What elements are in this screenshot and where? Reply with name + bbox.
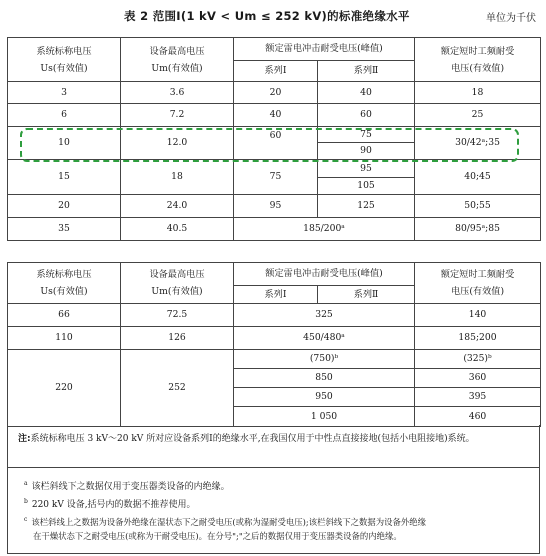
- table-row: 220 252 (750)ᵇ (325)ᵇ: [8, 350, 541, 369]
- table-row: 1 050 460: [8, 407, 541, 427]
- table-row: 90: [8, 143, 541, 160]
- header-max-voltage: 设备最高电压 Um(有效值): [121, 38, 234, 82]
- footnote-c: $^c$ 该栏斜线上之数据为设备外绝缘在湿状态下之耐受电压(或称为湿耐受电压);该栏斜线下之数据为设备外绝缘: [24, 516, 426, 527]
- table-row: 850 360: [8, 369, 541, 388]
- header-power-frequency: 额定短时工频耐受 电压(有效值): [415, 38, 541, 82]
- table-row: 950 395: [8, 388, 541, 407]
- footnote-b: $^b$ 220 kV 设备,括号内的数据不推荐使用。: [24, 498, 196, 510]
- unit-label: 单位为千伏: [486, 13, 536, 24]
- header-lightning-impulse: 额定雷电冲击耐受电压(峰值): [234, 38, 415, 61]
- header-lightning-impulse: 额定雷电冲击耐受电压(峰值): [234, 263, 415, 286]
- table-row: 20 24.0 95 125 50;55: [8, 195, 541, 218]
- header-nominal-voltage: 系统标称电压 Us(有效值): [8, 263, 121, 304]
- table-caption: [0, 8, 546, 24]
- header-series-1: 系列Ⅰ: [234, 61, 318, 82]
- header-power-frequency: 额定短时工频耐受 电压(有效值): [415, 263, 541, 304]
- footnote-c-cont: 在干燥状态下之耐受电压(或称为干耐受电压)。在分号";"之后的数据仅用于变压器类设备的内绝缘。: [33, 531, 402, 541]
- table-row: 10 12.0 60 75 30/42ᵃ;35: [8, 127, 541, 143]
- header-max-voltage: 设备最高电压 Um(有效值): [121, 263, 234, 304]
- main-note: 注:系统标称电压 3 kV～20 kV 所对应设备系列Ⅰ的绝缘水平,在我国仅用于中性点直接接地(包括小电阻接地)系统。: [18, 434, 475, 444]
- divider: [8, 467, 539, 468]
- table-row: 6 7.2 40 60 25: [8, 104, 541, 127]
- table-row: 35 40.5 185/200ᵃ 80/95ᵃ;85: [8, 218, 541, 241]
- insulation-table-2: [7, 262, 541, 427]
- header-series-2: 系列Ⅱ: [318, 286, 415, 304]
- table-row: 3 3.6 20 40 18: [8, 82, 541, 104]
- table-row: 105: [8, 178, 541, 195]
- table-title: 表 2 范围Ⅰ(1 kV < Um ≤ 252 kV)的标准绝缘水平: [124, 9, 410, 23]
- footnote-a: $^a$ 该栏斜线下之数据仅用于变压器类设备的内绝缘。: [24, 480, 230, 492]
- table-row: 66 72.5 325 140: [8, 304, 541, 327]
- highlight-box: [20, 128, 519, 162]
- table-row: 15 18 75 95 40;45: [8, 160, 541, 178]
- header-series-1: 系列Ⅰ: [234, 286, 318, 304]
- notes-box: [7, 425, 540, 554]
- header-series-2: 系列Ⅱ: [318, 61, 415, 82]
- header-nominal-voltage: 系统标称电压 Us(有效值): [8, 38, 121, 82]
- table-row: 110 126 450/480ᵃ 185;200: [8, 327, 541, 350]
